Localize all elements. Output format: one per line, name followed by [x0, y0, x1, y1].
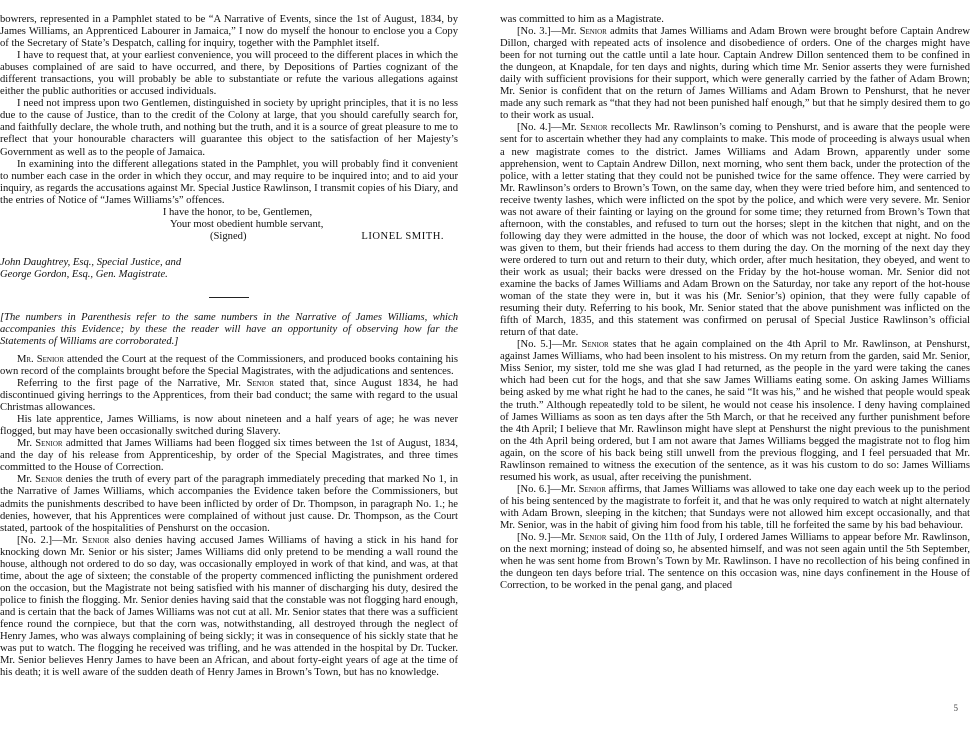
page-number: 5 — [953, 702, 958, 713]
evidence-paragraph — [500, 484, 970, 532]
paragraph-text: [No. 2.]—Mr. — [16, 534, 83, 546]
paragraph-text: Mr. — [16, 474, 36, 486]
name-small-caps: Senior — [35, 438, 63, 450]
paragraph-text: Mr. — [16, 438, 36, 450]
name-small-caps: Senior — [579, 26, 607, 38]
paragraph-text: said, On the 11th of July, I ordered James Williams to appear before Mr. Rawlinson, on the next morning; instead of doing so, he absented himself, and was not seen again until the 5th September, when he was sent home from Brown’s Town by Mr. Rawlinson. I have no recollection of his being confined in the dungeon ten days before trial. The sentence on this occasion was, nine days confinement in the House of Correction, to be worked in the penal gang, and placed — [500, 532, 970, 592]
paragraph-text: Referring to the first page of the Narrative, Mr. — [16, 378, 247, 390]
name-small-caps: Senior — [246, 378, 274, 390]
name-small-caps: Senior — [82, 534, 110, 546]
evidence-paragraph — [500, 26, 970, 122]
evidence-paragraph: was committed to him as a Magistrate. — [500, 14, 664, 25]
name-small-caps: Mr. Senior — [16, 353, 64, 365]
paragraph-text: [No. 5.]—Mr. — [516, 339, 582, 351]
right-page — [500, 14, 970, 720]
name-small-caps: Senior — [579, 532, 607, 544]
paragraph-text: admits that James Williams and Adam Brown were brought before Captain Andrew Dillon, charged with repeated acts of insolence and disobedience of orders. One of the charges might have been for not turning out the cattle until a late hour. Captain Andrew Dillon sentenced them to be confined in the dungeon, at Knapdale, for ten days and nights, during which time Mr. Senior asserts they were furnished daily with sufficient provisions for their support, which were generally carried by the father of Adam Brown; Mr. Senior is confident that on the return of James Williams and Adam Brown to Penshurst, that he never made any such remark as “that they had not been punished half enough,” but that he simply desired them to go to their work as usual. — [500, 26, 970, 122]
evidence-paragraph — [0, 474, 458, 534]
name-small-caps: Senior — [580, 122, 608, 134]
editorial-note: [The numbers in Parenthesis refer to the same numbers in the Narrative of James Williams, which accompanies this Evidence; by these the reader will have an opportunity of observing how far the Statements of Williams are corroborated.] — [0, 311, 458, 347]
paragraph-text: [No. 3.]—Mr. — [516, 26, 580, 38]
paragraph-text: [No. 9.]—Mr. — [516, 532, 580, 544]
evidence-paragraph — [0, 354, 458, 378]
addressee: John Daughtrey, Esq., Special Justice, and — [0, 256, 182, 268]
evidence-paragraph — [0, 438, 458, 474]
letter-closing: I have the honor, to be, Gentlemen, — [162, 206, 313, 218]
paragraph-text: also denies having accused James Williams of having a stick in his hand for knocking down Mr. Senior or his sister; James Williams did only pretend to be mending a wall round the house, although not ordered to do so day, was occasionally employed in work of that kind, and was, at that time, about the age of sixteen; the constable of the property commenced inflicting the punishment ordered on the occasion, but the Magistrate not being satisfied with his manner of discharging his duty, desired the police to finish the flogging. Mr. Senior denies having said that the constable was not flogging hard enough, and is certain that the back of James Williams was not cut at all. Mr. Senior states that there was a sufficient fence round the cornpiece, but that the corn was, notwithstanding, all destroyed through the neglect of Henry James, who was always complaining of being sickly; it was in consequence of his sickly state that he was put to watch. The flogging he received was trifling, and he was attended in the hospital by Dr. Tucker. Mr. Senior believes Henry James to have been an African, and about forty-eight years of age at the time of his death; it is well aware of the sudden death of Henry James in Brown’s Town, but has no knowledge. — [0, 534, 458, 679]
letter-paragraph: I have to request that, at your earliest convenience, you will proceed to the different places in which the abuses complained of are said to have occurred, and there, by Depositions of Parties cognizant of the different transactions, you will probably be able to substantiate or refute the various allegations against either the public authorities or accused individuals. — [0, 50, 458, 98]
page-gutter — [470, 0, 490, 729]
left-page — [0, 14, 458, 720]
paragraph-text: [No. 4.]—Mr. — [516, 122, 581, 134]
paragraph-text: affirms, that James Williams was allowed to take one day each week up to the period of his being sentenced by the magistrate to forfeit it, and that he was only required to watch at night alternately with Adam Brown, sleeping in the kitchen; that Sundays were not allowed him except occasionally, and that Mr. Senior, was in the habit of giving him food from his table, till he forfeited the same by his bad behaviour. — [500, 483, 970, 531]
paragraph-text: denies the truth of every part of the paragraph immediately preceding that marked No 1, in the Narrative of James Williams, which accompanies the Evidence taken before the Commissioners, but admits the punishments described to have been inflicted by order of Dr. Thompson, in paragraph No. 1.; he denies, however, that his Apprentices were complained of without just cause. Dr. Thompson, as the Court stated, partook of the hospitalities of Penshurst on the occasion. — [0, 474, 458, 534]
evidence-paragraph — [500, 122, 970, 339]
evidence-paragraph — [0, 535, 458, 680]
letter-paragraph: I need not impress upon two Gentlemen, distinguished in society by upright principles, that it is no less due to the cause of Justice, than to the credit of the Colony at large, that you should carefully search for, and faithfully declare, the whole truth, and nothing but the truth, and it is a source of great pleasure to me to reflect that your honourable characters will guarantee this object to the satisfaction of her Majesty’s Government as well as to the people of Jamaica. — [0, 98, 458, 158]
evidence-paragraph — [500, 339, 970, 484]
signature-block — [0, 219, 458, 255]
paragraph-text: states that he again complained on the 4th April to Mr. Rawlinson, at Penshurst, against James Williams, who had been insolent to his mistress. On my return from the garden, said Mr. Senior, Miss Senior, my sister, told me she was glad I had returned, as the people in the yard were taking the canes which had been cut for the hogs, and that she saw James Williams eating some. On asking James Williams being asked by me what right he had to the canes, he said “It was his,” and he wished that people would speak the truth.” Although repeatedly told to be silent, he would not cease his insolence. I deny having complained of James Williams as soon as ten days after the 5th March, or that he received any further punishment before the 4th April; I believe that Mr. Rawlinson might have slept at Penshurst the night previous to the punishment on the 4th April being ordered, but I am not aware that James Williams begged the magistrate not to flog him again, on the score of his back being still unwell from the previous flogging, and I feel persuaded that Mr. Rawlinson remained to witness the execution of the sentence, as it was his custom to do so: James Williams resumed his work, as usual, after receiving the punishment. — [500, 339, 970, 483]
paragraph-text: stated that, since August 1834, he had discontinued giving herrings to the Apprentices, from their bad conduct; the same with regard to the usual Christmas allowances. — [0, 378, 458, 414]
evidence-paragraph — [500, 532, 970, 592]
addressee: George Gordon, Esq., Gen. Magistrate. — [0, 268, 168, 280]
letter-paragraph: bowrers, represented in a Pamphlet stated to be “A Narrative of Events, since the 1st of August, 1834, by James Williams, an Apprenticed Labourer in Jamaica,” I now do myself the honour to enclose you a Copy of the Secretary of State’s Despatch, calling for inquiry, together with the Pamphlet itself. — [0, 14, 458, 50]
name-small-caps: Senior — [581, 339, 609, 351]
signed-label: (Signed) — [210, 230, 247, 242]
addressees — [0, 257, 458, 285]
name-small-caps: Senior — [578, 483, 606, 495]
paragraph-text: admitted that James Williams had been flogged six times between the 1st of August, 1834, and the day of his release from Apprenticeship, by order of the Special Magistrates, and three times committed to the House of Correction. — [0, 438, 458, 474]
closing-line: Your most obedient humble servant, — [170, 218, 324, 230]
section-divider — [209, 297, 249, 298]
letter-paragraph: In examining into the different allegations stated in the Pamphlet, you will probably find it convenient to number each case in the order in which they occur, and may require to be inquired into; and to aid your inquiry, as regards the accusations against Mr. Special Justice Rawlinson, I transmit copies of his Diary, and the entries of Notice of “James Williams’s” offences. — [0, 158, 458, 206]
evidence-paragraph: His late apprentice, James Williams, is now about nineteen and a half years of age; he was never flogged, but may have been occasionally switched during Slavery. — [0, 414, 458, 438]
name-small-caps: Senior — [35, 474, 63, 486]
evidence-paragraph — [0, 378, 458, 414]
paragraph-text: [No. 6.]—Mr. — [516, 483, 579, 495]
paragraph-text: recollects Mr. Rawlinson’s coming to Penshurst, and is aware that the people were sent for to ascertain whether they had any complaints to make. This mode of proceeding is always usual when a new magistrate comes to the district. James Williams and Adam Brown, apparently under some apprehension, went to Captain Andrew Dillon, next morning, who sent them back, under the protection of the police, with a letter stating that they could not be punished twice for the same offence. They were carried by Mr. Rawlinson’s orders to Brown’s Town, on the same day, when they were tried before him, and sentenced to receive twenty lashes, which were inflicted on the spot by the police, and which were very severe. Mr. Senior was not aware of their fainting or laying on the ground for some time; they returned from Brown’s Town that afternoon, with the constables, and refused to turn out the horses; slept in the kitchen that night, and on the following day they were admitted in the house, the door of which was not locked, except at night. No food was given to them, but their friends had access to them during the day. On the morning of the next day they were ordered to turn out and return to their duty, which order, after much hesitation, they obeyed, and went to their work as usual; their backs were dressed on the Friday by the hot-house woman. Mr. Senior did not examine the backs of James Williams and Adam Brown on the Saturday, nor take any report of the hot-house woman of the state they were in, but it was his (Mr. Senior’s) opinion, that they were fully capable of resuming their duty. Referring to his book, Mr. Senior stated that the above punishment was inflicted on the fifth of March, 1835, and this statement was confirmed on perusal of Special Justice Rawlinson’s official return of that date. — [500, 122, 970, 339]
signer-name: LIONEL SMITH. — [361, 230, 444, 242]
paragraph-text: attended the Court at the request of the Commissioners, and produced books containing his own record of the complaints brought before the Special Magistrates, with the adjudications and sentences. — [0, 353, 458, 377]
